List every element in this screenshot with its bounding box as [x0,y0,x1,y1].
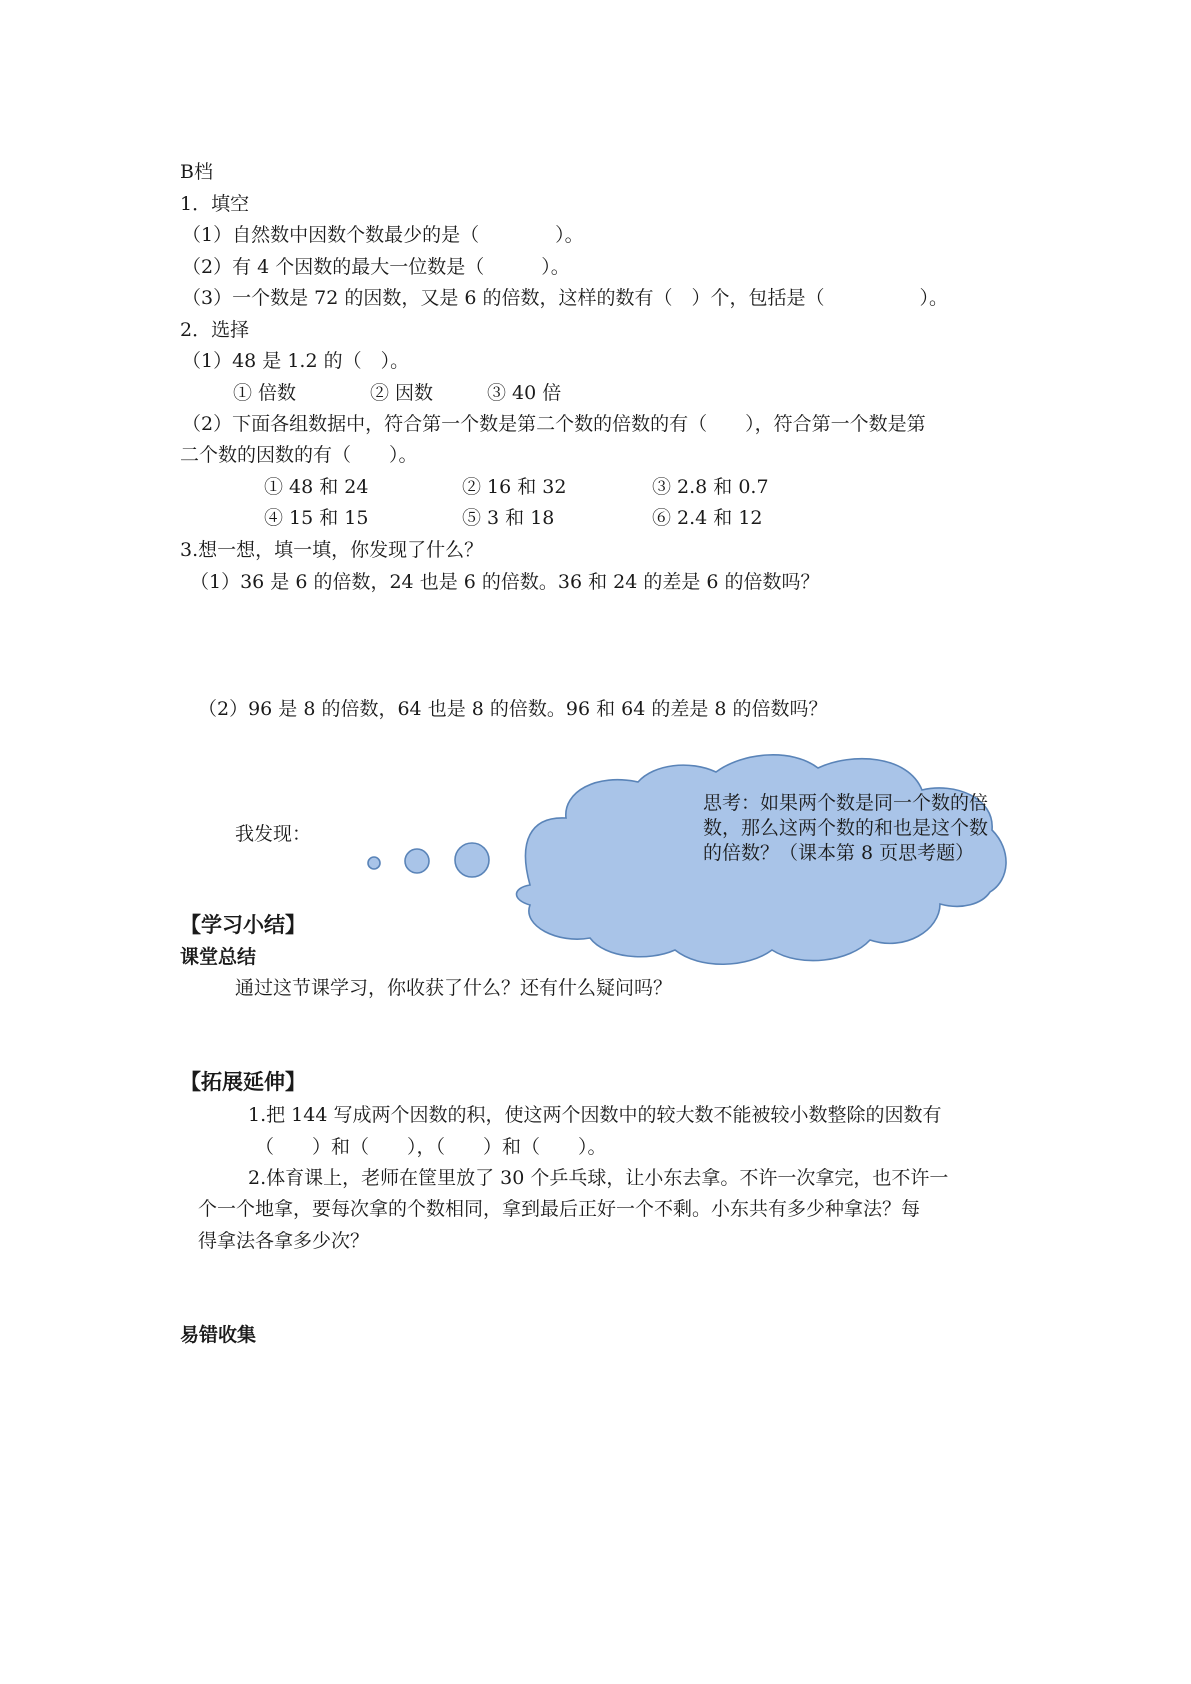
extension-heading: 【拓展延伸】 [180,1070,306,1094]
extension-p1: （ ）和（ ），（ ）和（ ）。 [255,1136,607,1158]
errors-heading: 易错收集 [180,1324,257,1346]
q1-title: 1．填空 [180,193,250,215]
q2-sub2-line: 二个数的因数的有（ ）。 [180,444,418,466]
q3-sub1: （1）36 是 6 的倍数，24 也是 6 的倍数。36 和 24 的差是 6 的倍数吗？ [190,571,820,593]
summary-heading: 【学习小结】 [180,913,306,937]
summary-subheading: 课堂总结 [180,946,257,968]
q2-title: 2．选择 [180,319,250,341]
q2-sub1-option: ① 倍数 [233,382,297,404]
q2-sub1-option: ③ 40 倍 [487,382,562,404]
q1-item: （1）自然数中因数个数最少的是（ ）。 [182,224,584,246]
q2-sub2-line: （2）下面各组数据中，符合第一个数是第二个数的倍数的有（ ），符合第一个数是第 [182,413,926,435]
thought-bubble-small [368,857,380,869]
q2-sub2-option: ⑥ 2.4 和 12 [652,507,763,529]
q3-sub2: （2）96 是 8 的倍数，64 也是 8 的倍数。96 和 64 的差是 8 的倍数吗？ [198,698,828,720]
extension-p1: 1.把 144 写成两个因数的积，使这两个因数中的较大数不能被较小数整除的因数有 [248,1104,942,1126]
q2-sub2-option: ⑤ 3 和 18 [462,507,555,529]
extension-p2: 个一个地拿，要每次拿的个数相同，拿到最后正好一个不剩。小东共有多少种拿法？每 [198,1198,921,1220]
summary-text: 通过这节课学习，你收获了什么？还有什么疑问吗？ [235,977,673,999]
thought-text: 思考：如果两个数是同一个数的倍数，那么这两个数的和也是这个数的倍数？（课本第 8 页思考题） [703,792,989,864]
q2-sub1: （1）48 是 1.2 的（ ）。 [182,350,410,372]
q2-sub2-option: ② 16 和 32 [462,476,567,498]
q2-sub2-option: ① 48 和 24 [264,476,369,498]
extension-p2: 得拿法各拿多少次？ [198,1230,370,1252]
thought-bubble-large [455,843,489,877]
section-label: B档 [180,161,213,183]
q2-sub2-option: ③ 2.8 和 0.7 [652,476,769,498]
q1-item: （2）有 4 个因数的最大一位数是（ ）。 [182,256,570,278]
q1-item: （3）一个数是 72 的因数，又是 6 的倍数，这样的数有（ ）个，包括是（ ）。 [182,287,949,309]
q3-title: 3.想一想，填一填，你发现了什么？ [180,539,484,561]
q2-sub2-option: ④ 15 和 15 [264,507,369,529]
q2-sub1-option: ② 因数 [370,382,434,404]
discover-label: 我发现： [235,823,312,845]
extension-p2: 2.体育课上，老师在筐里放了 30 个乒乓球，让小东去拿。不许一次拿完，也不许一 [248,1167,949,1189]
thought-bubble-medium [405,849,429,873]
